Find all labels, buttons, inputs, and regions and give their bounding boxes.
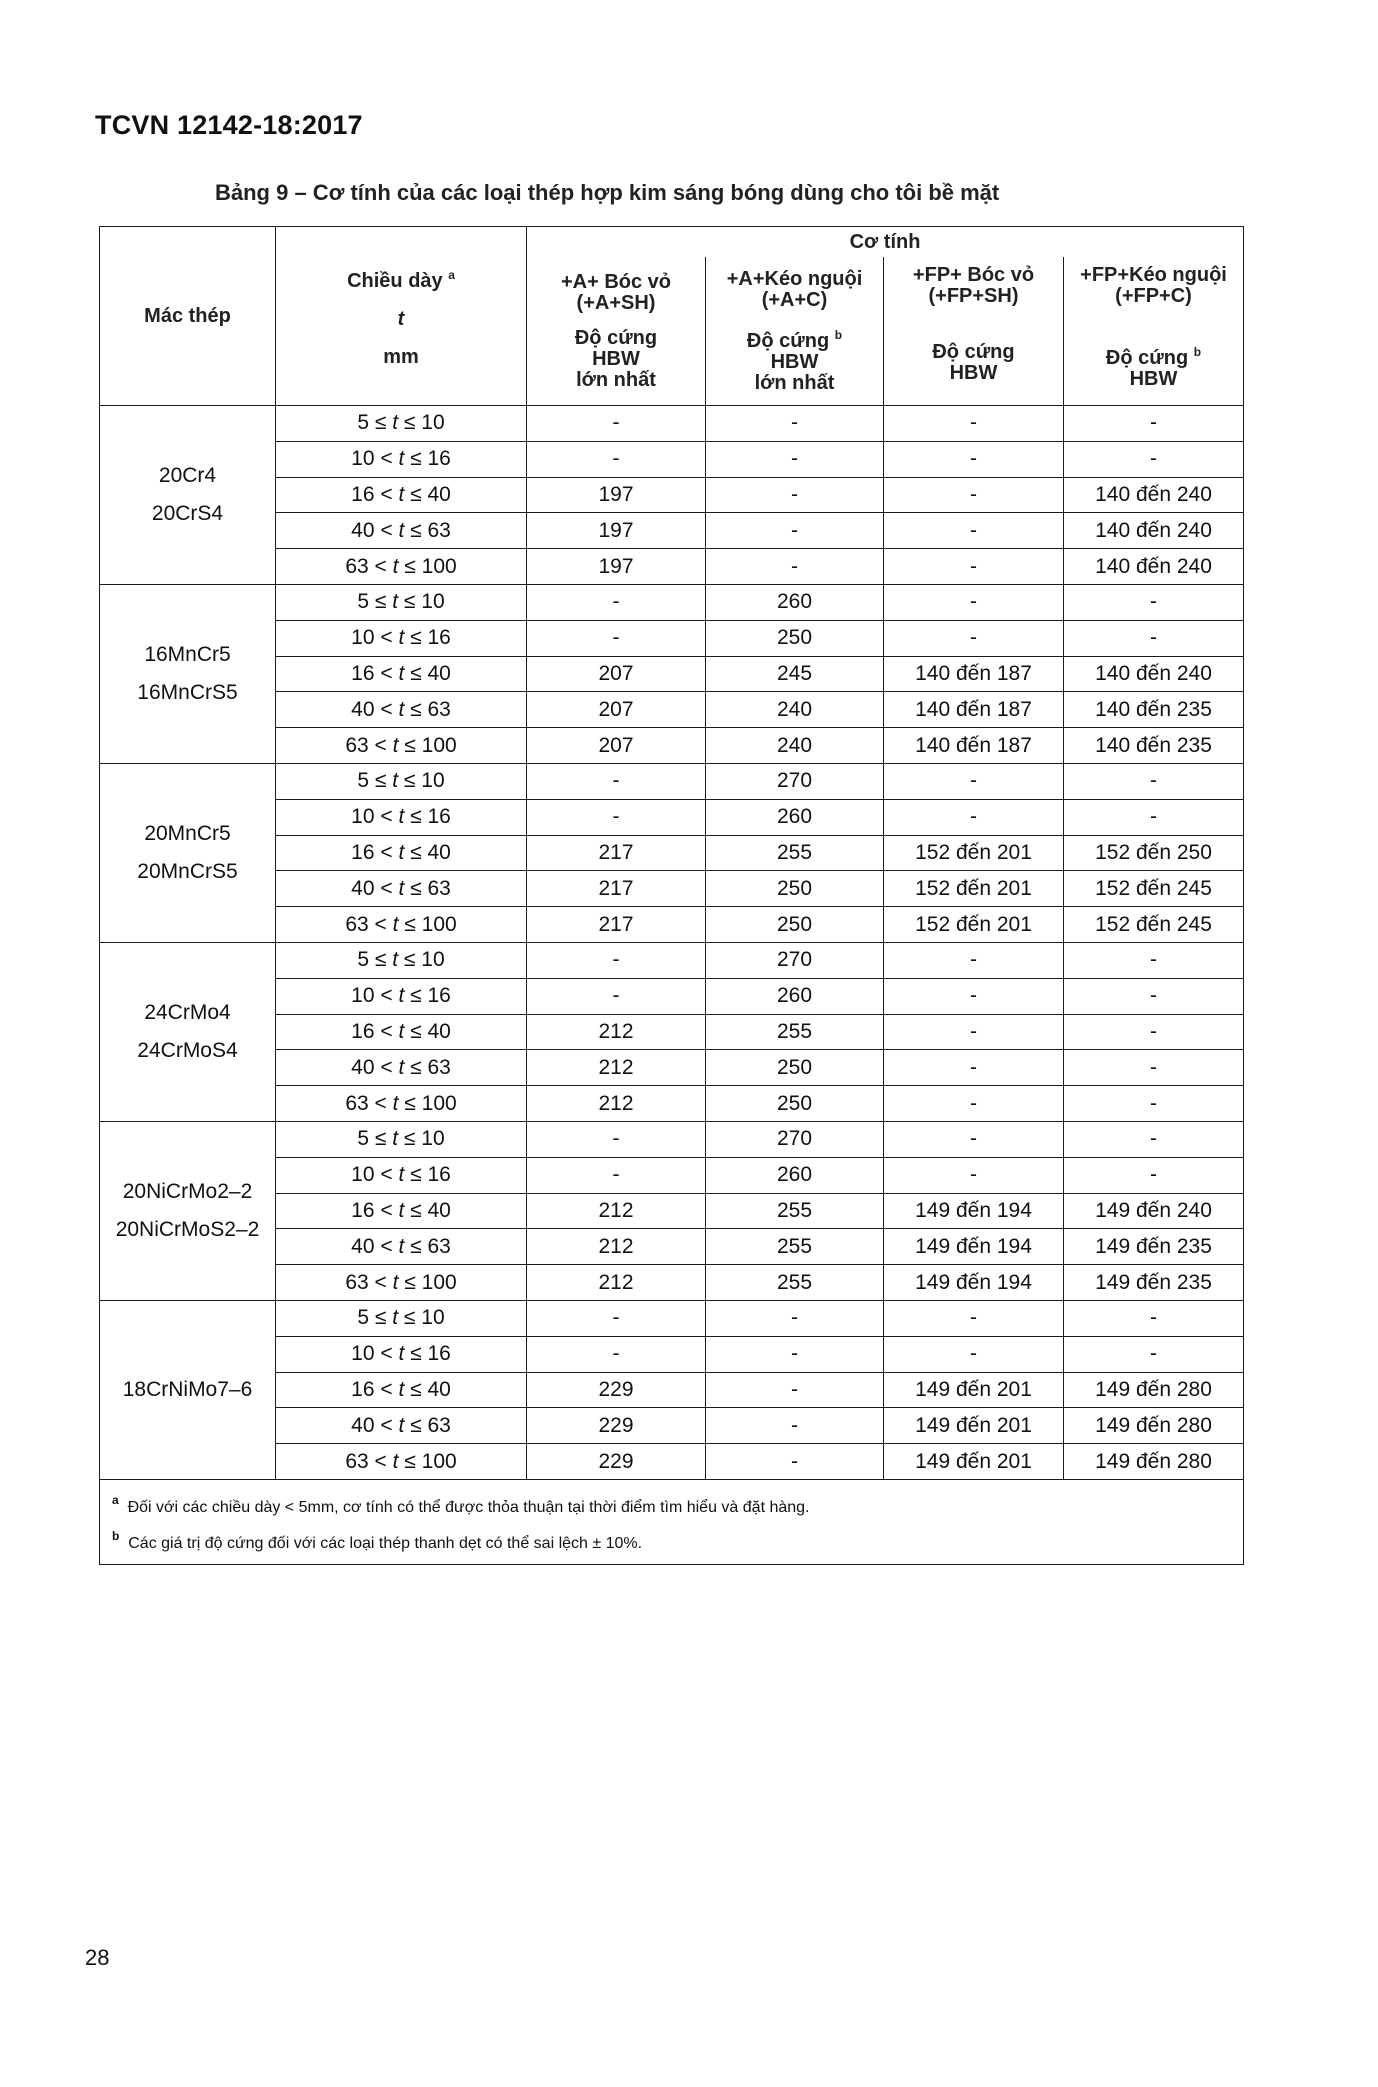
a-sh-cell: -: [527, 584, 706, 620]
a-c-cell: 260: [706, 799, 884, 835]
fp-c-cell: 140 đến 240: [1064, 549, 1244, 585]
table-row: [100, 1121, 1244, 1157]
a-c-cell: 255: [706, 1014, 884, 1050]
a-sh-cell: -: [527, 406, 706, 442]
mechanical-properties-table: [99, 226, 1244, 1565]
a-sh-cell: 212: [527, 1229, 706, 1265]
header-fp-sh: +FP+ Bóc vỏ (+FP+SH) Độ cứng HBW: [884, 257, 1064, 406]
fp-sh-cell: -: [884, 477, 1064, 513]
a-c-cell: -: [706, 513, 884, 549]
fp-sh-cell: -: [884, 1086, 1064, 1122]
thickness-cell: 5 ≤ t ≤ 10: [276, 406, 527, 442]
fp-sh-cell: 149 đến 194: [884, 1193, 1064, 1229]
fp-c-cell: 149 đến 235: [1064, 1229, 1244, 1265]
fp-sh-cell: 152 đến 201: [884, 871, 1064, 907]
header-group-mechanical: Cơ tính: [527, 227, 1244, 258]
thickness-cell: 5 ≤ t ≤ 10: [276, 763, 527, 799]
fp-c-cell: -: [1064, 1336, 1244, 1372]
footnote-b: $^b$ Các giá trị độ cứng đối với các loại thép thanh dẹt có thể sai lệch ± 10%.: [112, 1528, 643, 1552]
a-sh-cell: 197: [527, 513, 706, 549]
a-sh-cell: -: [527, 1157, 706, 1193]
a-sh-cell: 212: [527, 1193, 706, 1229]
grade-cell: 18CrNiMo7–6: [100, 1300, 276, 1479]
table-caption: Bảng 9 – Cơ tính của các loại thép hợp kim sáng bóng dùng cho tôi bề mặt: [215, 180, 1000, 205]
fp-c-cell: -: [1064, 620, 1244, 656]
fp-c-cell: 152 đến 245: [1064, 871, 1244, 907]
fp-c-cell: -: [1064, 942, 1244, 978]
fp-sh-cell: 149 đến 194: [884, 1229, 1064, 1265]
fp-c-cell: -: [1064, 763, 1244, 799]
fp-sh-cell: -: [884, 549, 1064, 585]
thickness-cell: 63 < t ≤ 100: [276, 549, 527, 585]
grade-cell: 20MnCr5 20MnCrS5: [100, 763, 276, 942]
fp-sh-cell: -: [884, 513, 1064, 549]
fp-sh-cell: -: [884, 1014, 1064, 1050]
a-sh-cell: 217: [527, 835, 706, 871]
a-c-cell: 250: [706, 907, 884, 943]
a-c-cell: 250: [706, 620, 884, 656]
thickness-cell: 10 < t ≤ 16: [276, 1157, 527, 1193]
fp-c-cell: -: [1064, 1014, 1244, 1050]
fp-c-cell: -: [1064, 799, 1244, 835]
fp-sh-cell: -: [884, 584, 1064, 620]
table-row: [100, 1300, 1244, 1336]
fp-sh-cell: -: [884, 1121, 1064, 1157]
thickness-cell: 40 < t ≤ 63: [276, 1408, 527, 1444]
a-sh-cell: 207: [527, 728, 706, 764]
fp-sh-cell: 149 đến 201: [884, 1408, 1064, 1444]
a-sh-cell: -: [527, 1300, 706, 1336]
a-c-cell: 270: [706, 763, 884, 799]
a-c-cell: 250: [706, 1086, 884, 1122]
thickness-cell: 16 < t ≤ 40: [276, 1014, 527, 1050]
a-sh-cell: -: [527, 799, 706, 835]
thickness-cell: 16 < t ≤ 40: [276, 1372, 527, 1408]
fp-c-cell: 140 đến 240: [1064, 477, 1244, 513]
thickness-cell: 40 < t ≤ 63: [276, 1229, 527, 1265]
footnote-a: $^a$ Đối với các chiều dày < 5mm, cơ tính có thể được thỏa thuận tại thời điểm tìm hiểu và đặt hàng.: [112, 1492, 810, 1516]
fp-sh-cell: 149 đến 201: [884, 1372, 1064, 1408]
table-row: [100, 584, 1244, 620]
a-c-cell: 255: [706, 835, 884, 871]
thickness-cell: 10 < t ≤ 16: [276, 978, 527, 1014]
fp-sh-cell: 140 đến 187: [884, 656, 1064, 692]
a-c-cell: -: [706, 1300, 884, 1336]
a-c-cell: 260: [706, 978, 884, 1014]
footnotes: [100, 1479, 1244, 1564]
thickness-cell: 10 < t ≤ 16: [276, 1336, 527, 1372]
fp-sh-cell: 149 đến 201: [884, 1444, 1064, 1480]
fp-sh-cell: -: [884, 1050, 1064, 1086]
fp-sh-cell: -: [884, 620, 1064, 656]
fp-c-cell: 149 đến 280: [1064, 1408, 1244, 1444]
a-sh-cell: -: [527, 441, 706, 477]
header-a-sh: +A+ Bóc vỏ (+A+SH) Độ cứng HBW lớn nhất: [527, 257, 706, 406]
grade-cell: 16MnCr5 16MnCrS5: [100, 584, 276, 763]
a-sh-cell: -: [527, 1336, 706, 1372]
fp-c-cell: -: [1064, 1050, 1244, 1086]
thickness-cell: 63 < t ≤ 100: [276, 1265, 527, 1301]
a-c-cell: 255: [706, 1229, 884, 1265]
thickness-cell: 40 < t ≤ 63: [276, 1050, 527, 1086]
a-sh-cell: -: [527, 978, 706, 1014]
fp-c-cell: 140 đến 240: [1064, 656, 1244, 692]
thickness-cell: 10 < t ≤ 16: [276, 441, 527, 477]
a-c-cell: 270: [706, 942, 884, 978]
grade-cell: 24CrMo4 24CrMoS4: [100, 942, 276, 1121]
fp-c-cell: -: [1064, 584, 1244, 620]
a-sh-cell: 212: [527, 1265, 706, 1301]
fp-sh-cell: -: [884, 1157, 1064, 1193]
fp-sh-cell: 140 đến 187: [884, 728, 1064, 764]
fp-sh-cell: -: [884, 1336, 1064, 1372]
fp-c-cell: -: [1064, 978, 1244, 1014]
thickness-cell: 16 < t ≤ 40: [276, 835, 527, 871]
fp-c-cell: -: [1064, 1086, 1244, 1122]
thickness-cell: 5 ≤ t ≤ 10: [276, 1121, 527, 1157]
thickness-cell: 16 < t ≤ 40: [276, 1193, 527, 1229]
table-header: [100, 227, 1244, 406]
a-c-cell: 260: [706, 1157, 884, 1193]
fp-sh-cell: -: [884, 406, 1064, 442]
a-sh-cell: -: [527, 763, 706, 799]
a-c-cell: -: [706, 549, 884, 585]
a-c-cell: 250: [706, 1050, 884, 1086]
thickness-cell: 5 ≤ t ≤ 10: [276, 1300, 527, 1336]
a-c-cell: -: [706, 441, 884, 477]
fp-sh-cell: -: [884, 942, 1064, 978]
a-c-cell: 240: [706, 692, 884, 728]
a-c-cell: 270: [706, 1121, 884, 1157]
footnotes-row: [100, 1479, 1244, 1564]
a-c-cell: 260: [706, 584, 884, 620]
a-sh-cell: 212: [527, 1014, 706, 1050]
fp-c-cell: -: [1064, 406, 1244, 442]
fp-c-cell: -: [1064, 1121, 1244, 1157]
fp-sh-cell: -: [884, 799, 1064, 835]
thickness-cell: 40 < t ≤ 63: [276, 513, 527, 549]
table-row: [100, 942, 1244, 978]
thickness-cell: 16 < t ≤ 40: [276, 656, 527, 692]
thickness-cell: 16 < t ≤ 40: [276, 477, 527, 513]
document-code: TCVN 12142-18:2017: [95, 110, 363, 140]
a-c-cell: -: [706, 1444, 884, 1480]
a-sh-cell: 229: [527, 1372, 706, 1408]
fp-c-cell: 149 đến 235: [1064, 1265, 1244, 1301]
a-sh-cell: -: [527, 1121, 706, 1157]
a-sh-cell: 197: [527, 477, 706, 513]
a-sh-cell: 197: [527, 549, 706, 585]
fp-sh-cell: -: [884, 763, 1064, 799]
a-sh-cell: 212: [527, 1050, 706, 1086]
a-c-cell: 240: [706, 728, 884, 764]
a-c-cell: 245: [706, 656, 884, 692]
a-sh-cell: -: [527, 620, 706, 656]
header-grade: Mác thép: [100, 227, 276, 406]
thickness-cell: 5 ≤ t ≤ 10: [276, 584, 527, 620]
header-fp-c: +FP+Kéo nguội (+FP+C) Độ cứng $^b$ HBW: [1064, 257, 1244, 406]
a-c-cell: -: [706, 477, 884, 513]
fp-sh-cell: 149 đến 194: [884, 1265, 1064, 1301]
a-sh-cell: 212: [527, 1086, 706, 1122]
fp-c-cell: 152 đến 250: [1064, 835, 1244, 871]
table-row: [100, 763, 1244, 799]
fp-c-cell: -: [1064, 1157, 1244, 1193]
thickness-cell: 63 < t ≤ 100: [276, 1086, 527, 1122]
fp-c-cell: -: [1064, 1300, 1244, 1336]
fp-c-cell: 149 đến 280: [1064, 1444, 1244, 1480]
fp-c-cell: 140 đến 235: [1064, 728, 1244, 764]
thickness-cell: 63 < t ≤ 100: [276, 1444, 527, 1480]
fp-c-cell: 152 đến 245: [1064, 907, 1244, 943]
fp-sh-cell: 152 đến 201: [884, 907, 1064, 943]
table-row: [100, 406, 1244, 442]
fp-c-cell: 140 đến 240: [1064, 513, 1244, 549]
thickness-cell: 40 < t ≤ 63: [276, 871, 527, 907]
a-sh-cell: -: [527, 942, 706, 978]
table-body: [100, 406, 1244, 1565]
fp-c-cell: 149 đến 280: [1064, 1372, 1244, 1408]
a-c-cell: -: [706, 1408, 884, 1444]
a-c-cell: 255: [706, 1193, 884, 1229]
a-sh-cell: 207: [527, 692, 706, 728]
header-a-c: +A+Kéo nguội (+A+C) Độ cứng $^b$ HBW lớn nhất: [706, 257, 884, 406]
fp-sh-cell: 152 đến 201: [884, 835, 1064, 871]
fp-sh-cell: -: [884, 1300, 1064, 1336]
header-thickness: Chiều dày $^a$ t mm: [276, 227, 527, 406]
thickness-cell: 63 < t ≤ 100: [276, 907, 527, 943]
a-c-cell: 250: [706, 871, 884, 907]
grade-cell: 20Cr4 20CrS4: [100, 406, 276, 585]
a-c-cell: -: [706, 1336, 884, 1372]
a-sh-cell: 229: [527, 1444, 706, 1480]
fp-c-cell: -: [1064, 441, 1244, 477]
thickness-cell: 10 < t ≤ 16: [276, 620, 527, 656]
thickness-cell: 40 < t ≤ 63: [276, 692, 527, 728]
fp-sh-cell: -: [884, 441, 1064, 477]
a-sh-cell: 217: [527, 907, 706, 943]
fp-sh-cell: 140 đến 187: [884, 692, 1064, 728]
a-c-cell: -: [706, 1372, 884, 1408]
thickness-cell: 63 < t ≤ 100: [276, 728, 527, 764]
a-c-cell: 255: [706, 1265, 884, 1301]
grade-cell: 20NiCrMo2–2 20NiCrMoS2–2: [100, 1121, 276, 1300]
thickness-cell: 5 ≤ t ≤ 10: [276, 942, 527, 978]
a-sh-cell: 207: [527, 656, 706, 692]
page-number: 28: [85, 1945, 110, 1970]
fp-c-cell: 140 đến 235: [1064, 692, 1244, 728]
fp-c-cell: 149 đến 240: [1064, 1193, 1244, 1229]
a-sh-cell: 229: [527, 1408, 706, 1444]
a-sh-cell: 217: [527, 871, 706, 907]
fp-sh-cell: -: [884, 978, 1064, 1014]
thickness-cell: 10 < t ≤ 16: [276, 799, 527, 835]
a-c-cell: -: [706, 406, 884, 442]
